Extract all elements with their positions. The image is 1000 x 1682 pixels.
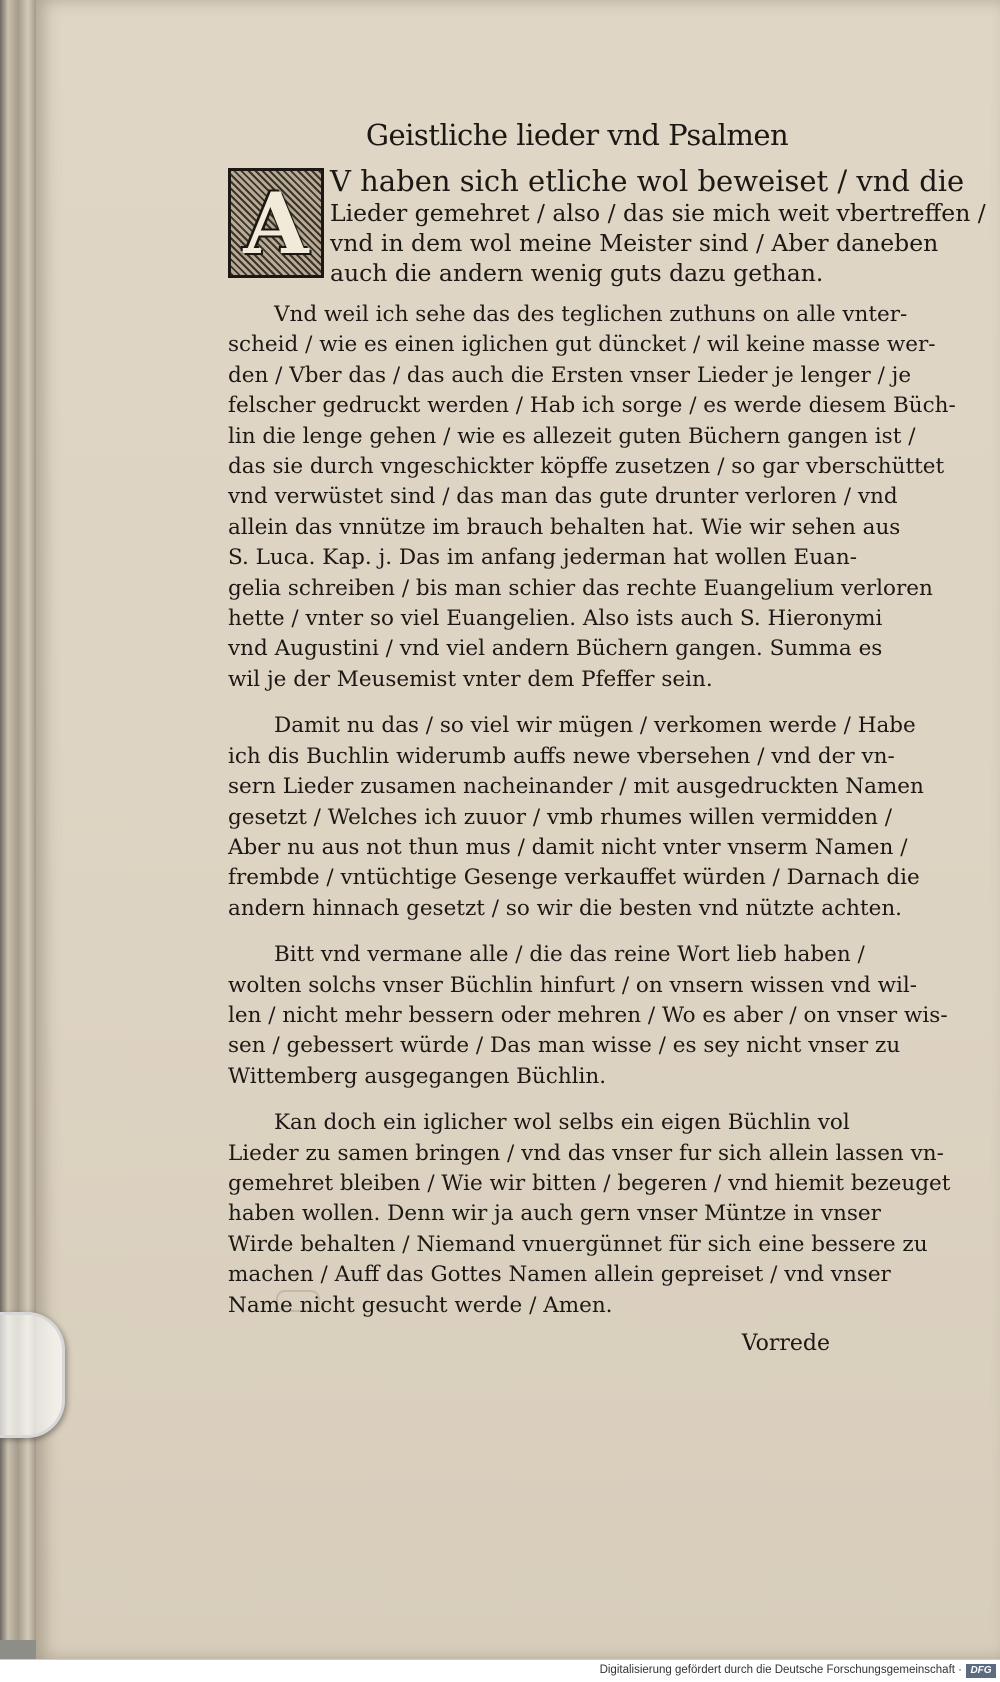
text-line: wil je der Meusemist vnter dem Pfeffer sein. <box>228 666 713 692</box>
paragraph-gap <box>228 924 882 940</box>
text-line: gesetzt / Welches ich zuuor / vmb rhumes willen vermidden / <box>228 804 893 830</box>
text-line: scheid / wie es einen iglichen gut düncket / wil keine masse wer- <box>228 332 936 358</box>
text-line: auch die andern wenig guts dazu gethan. <box>330 259 824 287</box>
text-line: gemehret bleiben / Wie wir bitten / begeren / vnd hiemit bezeuget <box>228 1170 951 1196</box>
text-line: S. Luca. Kap. j. Das im anfang jederman hat wollen Euan- <box>228 545 857 571</box>
text-line: Bitt vnd vermane alle / die das reine Wort lieb haben / <box>274 942 865 968</box>
text-line: den / Vber das / das auch die Ersten vnser Lieder je lenger / je <box>228 362 912 388</box>
paragraph-5 <box>228 1108 951 1321</box>
text-line: sen / gebessert würde / Das man wisse / es sey nicht vnser zu <box>228 1033 901 1059</box>
text-line: vnd Augustini / vnd viel andern Büchern gangen. Summa es <box>228 636 883 662</box>
text-line: haben wollen. Denn wir ja auch gern vnser Müntze in vnser <box>228 1201 881 1227</box>
first-paragraph-wrap <box>228 164 986 288</box>
text-line: sern Lieder zusamen nacheinander / mit ausgedruckten Namen <box>228 774 924 800</box>
text-line: len / nicht mehr bessern oder mehren / Wo es aber / on vnser wis- <box>228 1002 948 1028</box>
paragraph-gap <box>228 695 882 711</box>
text-line: Lieder gemehret / also / das sie mich weit vbertreffen / <box>330 199 986 227</box>
text-line: V haben sich etliche wol beweiset / vnd die <box>330 164 965 198</box>
text-line: gelia schreiben / bis man schier das rechte Euangelium verloren <box>228 575 933 601</box>
page-clip <box>0 1312 65 1438</box>
text-line: Lieder zu samen bringen / vnd das vnser fur sich allein lassen vn- <box>228 1140 944 1166</box>
text-line: ich dis Buchlin widerumb auffs newe vbersehen / vnd der vn- <box>228 743 895 769</box>
paragraph-3 <box>228 711 924 924</box>
catchword: Vorrede <box>741 1331 830 1356</box>
paragraph-4 <box>228 940 948 1092</box>
text-line: andern hinnach gesetzt / so wir die besten vnd nützte achten. <box>228 895 902 921</box>
text-line: frembde / vntüchtige Gesenge verkauffet würden / Darnach die <box>228 865 920 891</box>
text-line: Aber nu aus not thun mus / damit nicht vnter vnserm Namen / <box>228 834 908 860</box>
text-line: Wittemberg ausgegangen Büchlin. <box>228 1063 607 1089</box>
text-line: Vnd weil ich sehe das des teglichen zuthuns on alle vnter- <box>274 302 908 327</box>
text-line: Damit nu das / so viel wir mügen / verkomen werde / Habe <box>274 713 916 739</box>
paragraph-2 <box>228 300 956 695</box>
text-line: hette / vnter so viel Euangelien. Also ists auch S. Hieronymi <box>228 606 883 632</box>
text-line: vnd verwüstet sind / das man das gute drunter verloren / vnd <box>228 484 898 510</box>
page-heading: Geistliche lieder vnd Psalmen <box>365 118 789 152</box>
text-line: das sie durch vngeschickter köpffe zusetzen / so gar vberschüttet <box>228 454 945 480</box>
text-line: vnd in dem wol meine Meister sind / Aber daneben <box>330 229 939 257</box>
text-line: lin die lenge gehen / wie es allezeit guten Büchern gangen ist / <box>228 423 916 449</box>
footer-bar <box>0 1659 1000 1682</box>
text-line: allein das vnnütze im brauch behalten hat. Wie wir sehen aus <box>228 514 901 540</box>
page-text-block <box>228 118 986 1356</box>
text-line: machen / Auff das Gottes Namen allein gepreiset / vnd vnser <box>228 1262 891 1288</box>
decorated-initial: A <box>228 168 324 278</box>
paragraph-gap <box>228 1092 882 1108</box>
paragraph-1 <box>228 164 986 288</box>
funding-credit: Digitalisierung gefördert durch die Deutsche Forschungsgemeinschaft · <box>599 1664 962 1676</box>
text-line: wolten solchs vnser Büchlin hinfurt / on vnsern wissen vnd wil- <box>228 972 918 998</box>
text-line: Kan doch ein iglicher wol selbs ein eigen Büchlin vol <box>274 1110 850 1136</box>
text-line: Wirde behalten / Niemand vnuergünnet für sich eine bessere zu <box>228 1231 928 1257</box>
text-line: Name nicht gesucht werde / Amen. <box>228 1292 613 1318</box>
text-line: felscher gedruckt werden / Hab ich sorge / es werde diesem Büch- <box>228 393 956 419</box>
dfg-logo[interactable]: DFG <box>966 1664 996 1678</box>
